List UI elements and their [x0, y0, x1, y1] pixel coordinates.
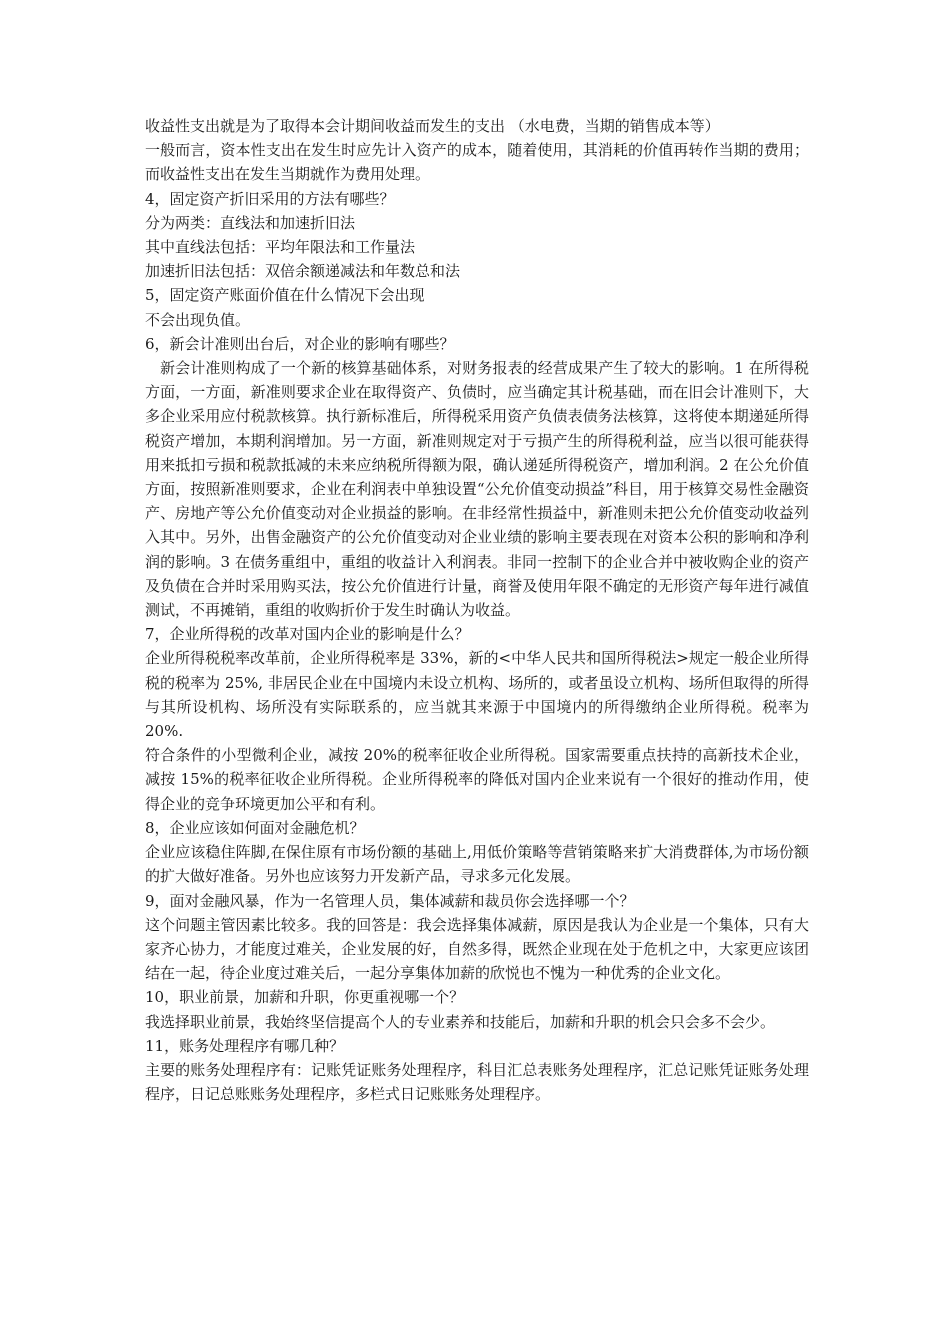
paragraph: 新会计准则构成了一个新的核算基础体系，对财务报表的经营成果产生了较大的影响。1 在所得税方面，一方面，新准则要求企业在取得资产、负债时，应当确定其计税基础，而在旧会计准则下，大多企业采用应付税款核算。执行新标准后，所得税采用资产负债表债务法核算，这将使本期递延所得税资产增加，本期利润增加。另一方面，新准则规定对于亏损产生的所得税利益，应当以很可能获得用来抵扣亏损和税款抵减的未来应纳税所得额为限，确认递延所得税资产，增加利润。2 在公允价值方面，按照新准则要求，企业在利润表中单独设置“公允价值变动损益”科目，用于核算交易性金融资产、房地产等公允价值变动对企业损益的影响。在非经常性损益中，新准则未把公允价值变动收益列入其中。另外，出售金融资产的公允价值变动对企业业绩的影响主要表现在对资本公积的影响和净利润的影响。3 在债务重组中，重组的收益计入利润表。非同一控制下的企业合并中被收购企业的资产及负债在合并时采用购买法，按公允价值进行计量，商誉及使用年限不确定的无形资产每年进行减值测试，不再摊销，重组的收购折价于发生时确认为收益。	[145, 359, 809, 620]
paragraph: 不会出现负值。	[145, 310, 251, 329]
paragraph: 一般而言，资本性支出在发生时应先计入资产的成本，随着使用，其消耗的价值再转作当期的费用；而收益性支出在发生当期就作为费用处理。	[145, 141, 809, 184]
question-heading: 10，职业前景，加薪和升职，你更重视哪一个？	[145, 988, 465, 1007]
question-heading: 9，面对金融风暴，作为一名管理人员，集体减薪和裁员你会选择哪一个？	[145, 891, 635, 910]
question-heading: 11，账务处理程序有哪几种？	[145, 1036, 345, 1055]
question-heading: 8，企业应该如何面对金融危机？	[145, 818, 365, 837]
paragraph: 加速折旧法包括：双倍余额递减法和年数总和法	[145, 262, 461, 281]
question-heading: 4，固定资产折旧采用的方法有哪些？	[145, 189, 395, 208]
paragraph: 这个问题主管因素比较多。我的回答是：我会选择集体减薪，原因是我认为企业是一个集体，只有大家齐心协力，才能度过难关，企业发展的好，自然多得，既然企业现在处于危机之中，大家更应该团结在一起，待企业度过难关后，一起分享集体加薪的欣悦也不愧为一种优秀的企业文化。	[145, 915, 809, 983]
paragraph: 其中直线法包括：平均年限法和工作量法	[145, 238, 416, 257]
paragraph: 企业所得税税率改革前，企业所得税率是 33%，新的<中华人民共和国所得税法>规定一般企业所得税的税率为 25%, 非居民企业在中国境内未设立机构、场所的，或者虽设立机构、场所但取得的所得与其所设机构、场所没有实际联系的，应当就其来源于中国境内的所得缴纳企业所得税。税率为 20%.	[145, 649, 809, 741]
paragraph: 收益性支出就是为了取得本会计期间收益而发生的支出 （水电费，当期的销售成本等）	[145, 117, 720, 135]
paragraph: 我选择职业前景，我始终坚信提高个人的专业素养和技能后，加薪和升职的机会只会多不会少。	[145, 1012, 776, 1031]
question-heading: 7，企业所得税的改革对国内企业的影响是什么？	[145, 625, 470, 644]
paragraph: 主要的账务处理程序有：记账凭证账务处理程序，科目汇总表账务处理程序，汇总记账凭证账务处理程序，日记总账账务处理程序，多栏式日记账账务处理程序。	[145, 1060, 809, 1104]
paragraph: 企业应该稳住阵脚,在保住原有市场份额的基础上,用低价策略等营销策略来扩大消费群体,为市场份额的扩大做好准备。另外也应该努力开发新产品，寻求多元化发展。	[145, 843, 809, 886]
question-heading: 6，新会计准则出台后，对企业的影响有哪些？	[145, 334, 455, 353]
paragraph: 符合条件的小型微利企业，减按 20%的税率征收企业所得税。国家需要重点扶持的高新技术企业，减按 15%的税率征收企业所得税。企业所得税率的降低对国内企业来说有一个很好的推动作用，使得企业的竞争环境更加公平和有利。	[145, 746, 809, 813]
question-heading: 5，固定资产账面价值在什么情况下会出现	[145, 286, 425, 305]
document-body	[145, 114, 809, 1106]
paragraph: 分为两类：直线法和加速折旧法	[145, 213, 356, 232]
